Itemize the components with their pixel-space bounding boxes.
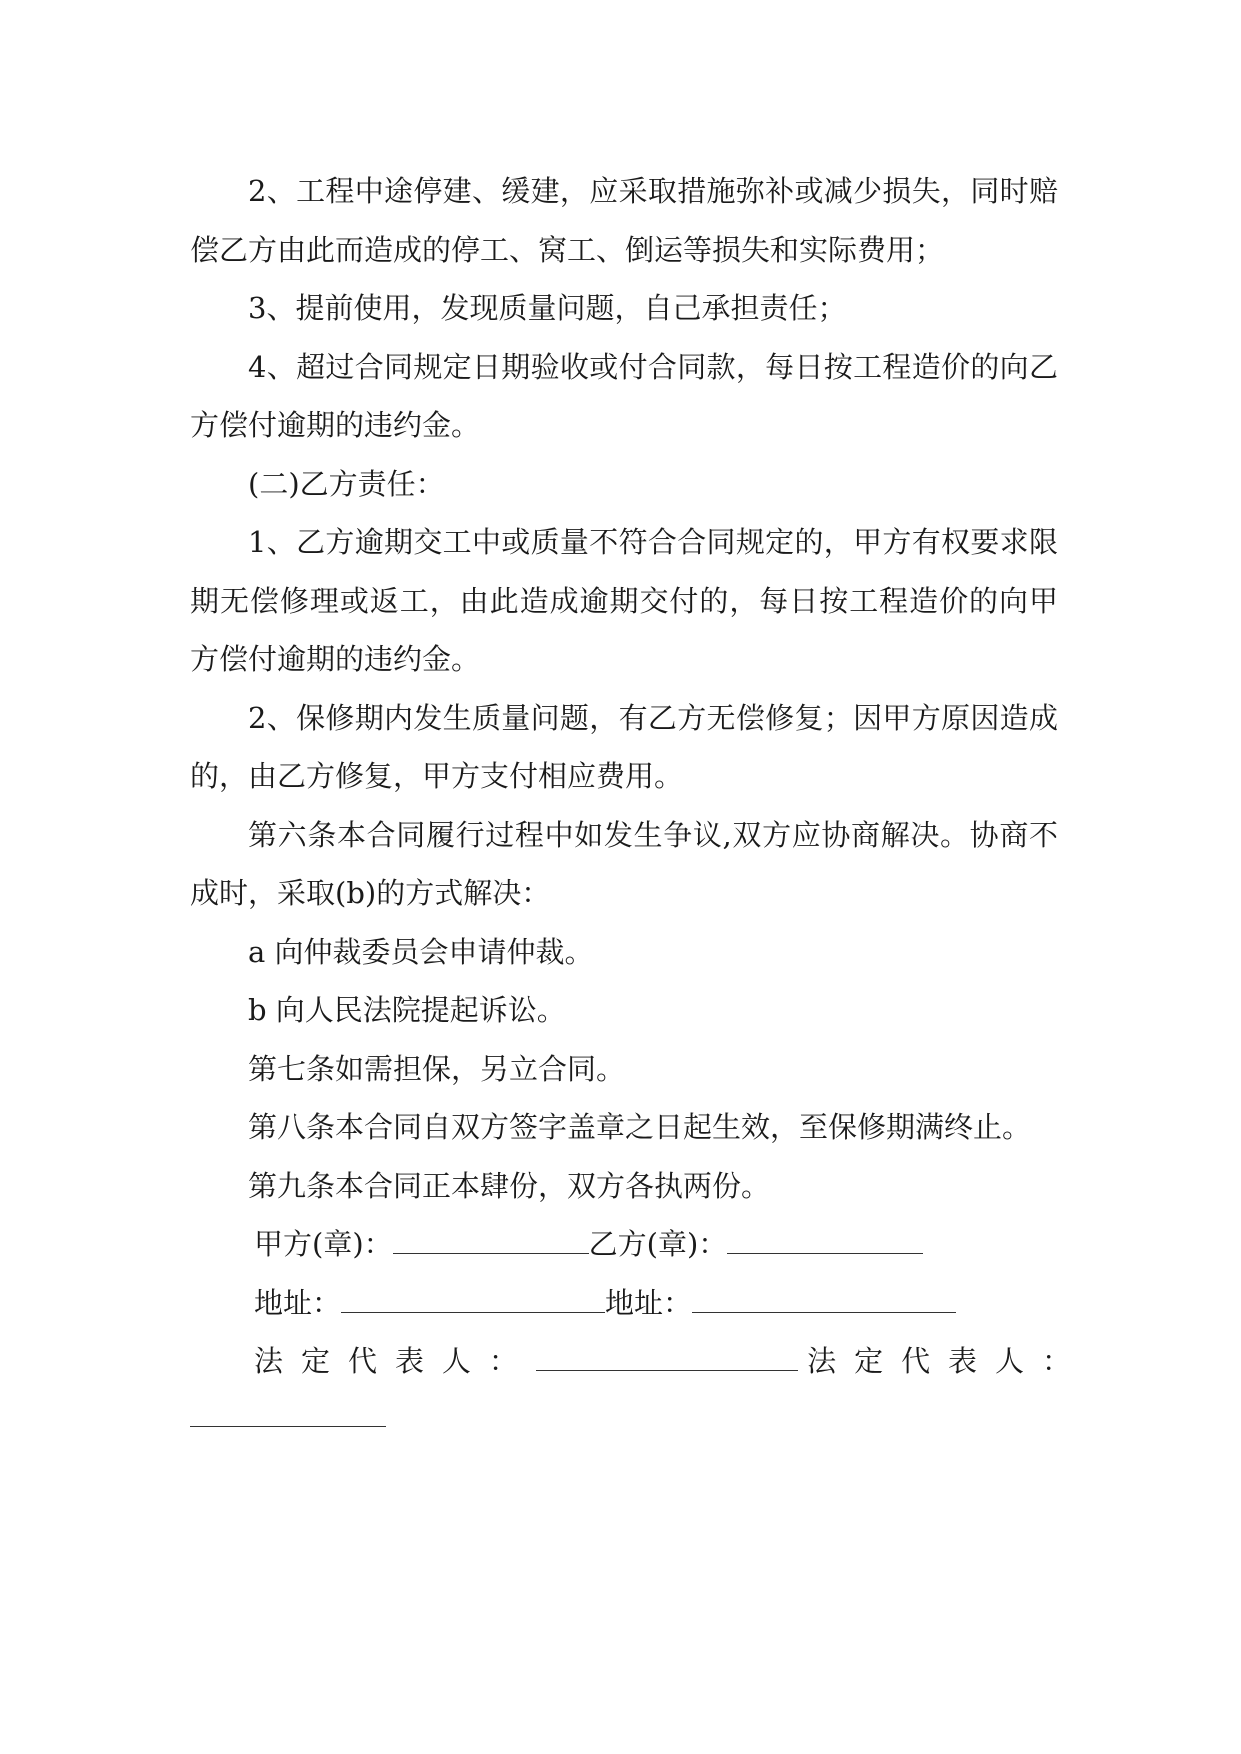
clause-party-a-item-2: 2、工程中途停建、缓建，应采取措施弥补或减少损失，同时赔偿乙方由此而造成的停工、窝工、倒运等损失和实际费用； (190, 174, 1058, 267)
party-b-seal-label: 乙方(章)： (588, 1227, 728, 1261)
party-b-address-label: 地址： (605, 1285, 693, 1320)
party-a-address-label: 地址： (254, 1285, 342, 1320)
party-a-seal-blank (393, 1231, 589, 1254)
article-9-copies: 第九条本合同正本肆份，双方各执两份。 (248, 1168, 771, 1203)
article-8-effective: 第八条本合同自双方签字盖章之日起生效，至保修期满终止。 (248, 1110, 1032, 1144)
seal-line (190, 1215, 1058, 1274)
section-heading-party-b: (二)乙方责任： (248, 466, 445, 501)
party-a-rep-label: 法定代表人： (254, 1344, 536, 1378)
representative-line (190, 1332, 1089, 1391)
party-a-rep-blank (536, 1348, 798, 1371)
option-b-litigation: b 向人民法院提起诉讼。 (248, 993, 566, 1027)
option-a-arbitration: a 向仲裁委员会申请仲裁。 (248, 934, 594, 969)
clause-party-a-item-3: 3、提前使用，发现质量问题，自己承担责任； (248, 291, 847, 325)
party-b-rep-blank (190, 1425, 386, 1427)
article-6-dispute: 第六条本合同履行过程中如发生争议,双方应协商解决。协商不成时，采取(b)的方式解决： (190, 817, 1058, 910)
clause-party-a-item-4: 4、超过合同规定日期验收或付合同款，每日按工程造价的向乙方偿付逾期的违约金。 (190, 349, 1058, 442)
party-b-rep-label: 法定代表人： (807, 1344, 1089, 1378)
contract-body (190, 162, 1089, 1427)
party-a-address-blank (341, 1290, 605, 1313)
party-b-address-blank (692, 1290, 956, 1313)
party-a-seal-label: 甲方(章)： (254, 1227, 393, 1261)
party-b-seal-blank (727, 1231, 923, 1254)
address-line (190, 1274, 1058, 1333)
clause-party-b-item-1: 1、乙方逾期交工中或质量不符合合同规定的，甲方有权要求限期无偿修理或返工，由此造成逾期交付的，每日按工程造价的向甲方偿付逾期的违约金。 (190, 525, 1058, 676)
article-7-guarantee: 第七条如需担保，另立合同。 (248, 1051, 626, 1086)
clause-party-b-item-2: 2、保修期内发生质量问题，有乙方无偿修复；因甲方原因造成的，由乙方修复，甲方支付相应费用。 (190, 700, 1058, 793)
